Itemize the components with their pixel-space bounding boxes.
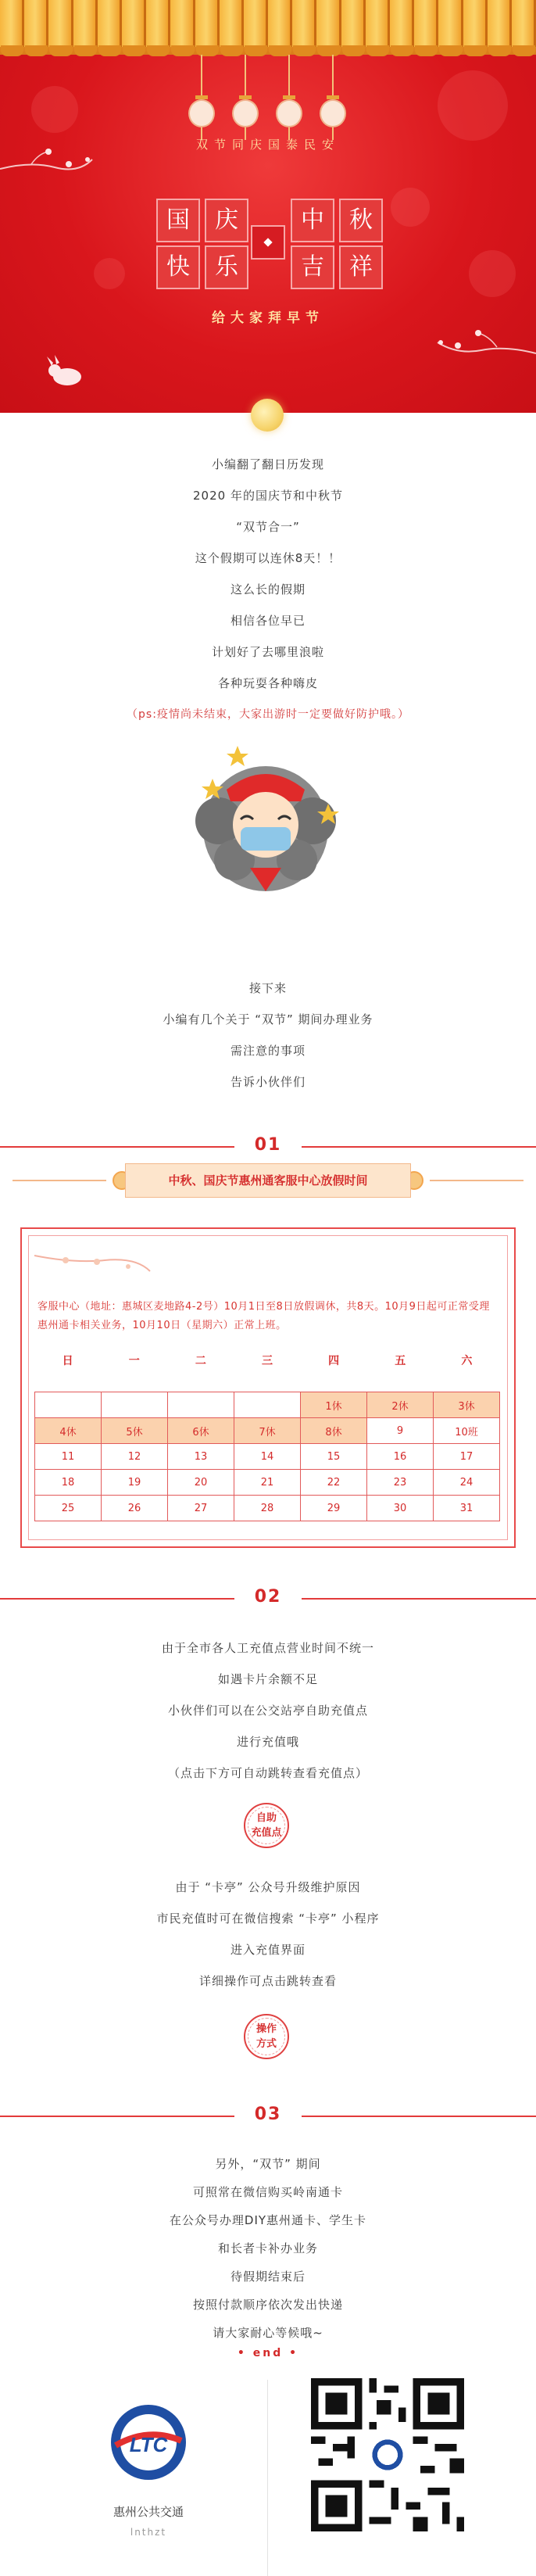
followup-line: 需注意的事项 — [230, 1044, 306, 1058]
rabbit-icon — [44, 355, 88, 389]
intro-line: 小编翻了翻日历发现 — [211, 457, 324, 471]
calendar-cell: 11 — [35, 1444, 102, 1470]
calendar-cell: 6休 — [168, 1418, 234, 1444]
section-line: 待假期结束后 — [230, 2270, 306, 2284]
calendar-row — [35, 1418, 500, 1444]
calendar-cell — [168, 1392, 234, 1418]
followup-line: 小编有几个关于 “双节” 期间办理业务 — [163, 1012, 373, 1026]
section-03-last-line — [0, 2325, 536, 2344]
calendar-row — [35, 1496, 500, 1521]
calendar-cell: 13 — [168, 1444, 234, 1470]
intro-line: 计划好了去哪里浪啦 — [211, 645, 324, 659]
calendar-grid — [34, 1392, 500, 1521]
followup-text — [0, 980, 536, 1105]
weekday-label: 一 — [128, 1355, 140, 1367]
calendar-cell: 29 — [301, 1496, 367, 1521]
calendar-cell: 2休 — [367, 1392, 434, 1418]
intro-line: 这么长的假期 — [230, 582, 306, 597]
section-line: 由于 “卡亭” 公众号升级维护原因 — [175, 1880, 361, 1894]
calendar-row — [35, 1392, 500, 1418]
calendar-cell: 16 — [367, 1444, 434, 1470]
hero-tile: 祥 — [339, 245, 383, 289]
hero-tile: 中 — [291, 199, 334, 242]
calendar-cell — [35, 1392, 102, 1418]
weekday-label: 四 — [328, 1355, 340, 1367]
safety-note: （ps:疫情尚未结束，大家出游时一定要做好防护哦。） — [127, 708, 409, 721]
brand-name: 惠州公共交通 — [113, 2505, 184, 2519]
section-line: 可照常在微信购买岭南通卡 — [192, 2185, 343, 2199]
weekday-label: 五 — [395, 1355, 406, 1367]
calendar-cell: 10班 — [434, 1418, 500, 1444]
section-line: 另外，“双节” 期间 — [215, 2157, 321, 2171]
section-line: 按照付款顺序依次发出快递 — [192, 2298, 343, 2312]
calendar-cell: 20 — [168, 1470, 234, 1496]
badge-label: 操作 — [255, 2023, 277, 2035]
section-line: 在公众号办理DIY惠州通卡、学生卡 — [169, 2213, 367, 2227]
calendar-cell: 26 — [102, 1496, 168, 1521]
followup-line: 接下来 — [248, 981, 287, 995]
calendar-cell: 8休 — [301, 1418, 367, 1444]
moon-icon — [251, 399, 284, 432]
section-number: 02 — [254, 1587, 282, 1607]
hero-banner — [0, 0, 536, 413]
weekday-label: 日 — [62, 1355, 73, 1367]
section-line: （点击下方可自动跳转查看充值点） — [167, 1766, 368, 1780]
calendar-cell: 15 — [301, 1444, 367, 1470]
calendar-cell: 18 — [35, 1470, 102, 1496]
calendar-cell: 28 — [234, 1496, 301, 1521]
section-02-header — [0, 1587, 536, 1609]
section-02-text-a — [0, 1640, 536, 1797]
intro-line: 这个假期可以连休8天！！ — [195, 551, 341, 565]
calendar-row — [35, 1470, 500, 1496]
section-line: 市民充值时可在微信搜索 “卡亭” 小程序 — [156, 1911, 380, 1926]
holiday-notice: 客服中心（地址：惠城区麦地路4-2号）10月1日至8日放假调休，共8天。10月9日起可正常受理惠州通卡相关业务，10月10日（星期六）正常上班。 — [38, 1301, 490, 1331]
palace-roof — [0, 0, 536, 55]
end-marker: • end • — [237, 2347, 299, 2359]
hero-tile: 吉 — [291, 245, 334, 289]
section-line: 如遇卡片余额不足 — [217, 1672, 318, 1686]
section-02-text-b — [0, 1879, 536, 2005]
banner-wing — [13, 1180, 106, 1181]
badge-label: 充值点 — [251, 1827, 282, 1839]
calendar-cell: 9 — [367, 1418, 434, 1444]
hero-tile: 乐 — [205, 245, 248, 289]
operation-guide-button[interactable] — [244, 2014, 289, 2059]
intro-line: 2020 年的国庆节和中秋节 — [193, 489, 343, 503]
footer-divider — [267, 2380, 268, 2576]
calendar-cell: 14 — [234, 1444, 301, 1470]
brand-id: lnthzt — [130, 2527, 167, 2538]
intro-line: 各种玩耍各种嗨皮 — [217, 676, 318, 690]
section-line: 小伙伴们可以在公交站亭自助充值点 — [167, 1704, 368, 1718]
section-number: 01 — [254, 1135, 282, 1155]
calendar-row — [35, 1444, 500, 1470]
intro-text — [0, 457, 536, 738]
calendar-cell: 3休 — [434, 1392, 500, 1418]
lantern-icon — [319, 55, 347, 140]
section-03-text — [0, 2156, 536, 2325]
hero-tile: 庆 — [205, 199, 248, 242]
calendar-cell: 24 — [434, 1470, 500, 1496]
calendar-cell: 5休 — [102, 1418, 168, 1444]
weekday-label: 二 — [195, 1355, 206, 1367]
badge-label: 自助 — [255, 1812, 277, 1824]
banner-wing — [430, 1180, 523, 1181]
calendar-cell: 31 — [434, 1496, 500, 1521]
calendar-cell: 27 — [168, 1496, 234, 1521]
hero-greeting: 给大家拜早节 — [212, 310, 324, 326]
self-service-recharge-button[interactable] — [244, 1803, 289, 1848]
lantern-icon — [188, 55, 216, 140]
section-line: 和长者卡补办业务 — [217, 2241, 318, 2255]
plum-branch-icon — [0, 145, 94, 192]
calendar-cell — [102, 1392, 168, 1418]
calendar-cell: 25 — [35, 1496, 102, 1521]
qr-code[interactable] — [311, 2378, 464, 2531]
section-number: 03 — [254, 2105, 282, 2124]
diamond-ornament-icon — [251, 225, 285, 260]
footer — [0, 2372, 536, 2576]
calendar-cell: 23 — [367, 1470, 434, 1496]
plum-branch-icon — [434, 322, 536, 369]
hero-caption: 双节同庆国泰民安 — [195, 138, 340, 152]
calendar-cell — [234, 1392, 301, 1418]
calendar-cell: 4休 — [35, 1418, 102, 1444]
section-03-header — [0, 2105, 536, 2126]
section-line: 请大家耐心等候哦~ — [213, 2326, 323, 2340]
ltc-logo-icon — [102, 2395, 195, 2489]
calendar-cell: 17 — [434, 1444, 500, 1470]
section-line: 详细操作可点击跳转查看 — [198, 1974, 337, 1988]
followup-line: 告诉小伙伴们 — [230, 1075, 306, 1089]
intro-line: “双节合一” — [236, 520, 300, 534]
section-line: 进行充值哦 — [236, 1735, 299, 1749]
weekday-label: 三 — [261, 1355, 273, 1367]
calendar-cell: 22 — [301, 1470, 367, 1496]
section-01-header — [0, 1135, 536, 1157]
weekday-header — [34, 1352, 500, 1371]
calendar-cell: 1休 — [301, 1392, 367, 1418]
holiday-schedule-banner: 中秋、国庆节惠州通客服中心放假时间 — [125, 1163, 411, 1198]
calendar-cell: 12 — [102, 1444, 168, 1470]
section-line: 进入充值界面 — [230, 1943, 306, 1957]
calendar-cell: 19 — [102, 1470, 168, 1496]
plum-branch-icon — [34, 1240, 152, 1287]
lantern-icon — [231, 55, 259, 140]
calendar-cell: 21 — [234, 1470, 301, 1496]
logo-text: LTC — [129, 2433, 168, 2456]
intro-line: 相信各位早已 — [230, 614, 306, 628]
weekday-label: 六 — [461, 1355, 473, 1367]
hero-tile: 快 — [156, 245, 200, 289]
badge-label: 方式 — [255, 2038, 277, 2050]
lantern-icon — [275, 55, 303, 140]
calendar-cell: 30 — [367, 1496, 434, 1521]
section-line: 由于全市各人工充值点营业时间不统一 — [161, 1641, 374, 1655]
hero-tile: 国 — [156, 199, 200, 242]
masked-mascot-illustration — [172, 735, 359, 907]
calendar-cell: 7休 — [234, 1418, 301, 1444]
hero-tile: 秋 — [339, 199, 383, 242]
